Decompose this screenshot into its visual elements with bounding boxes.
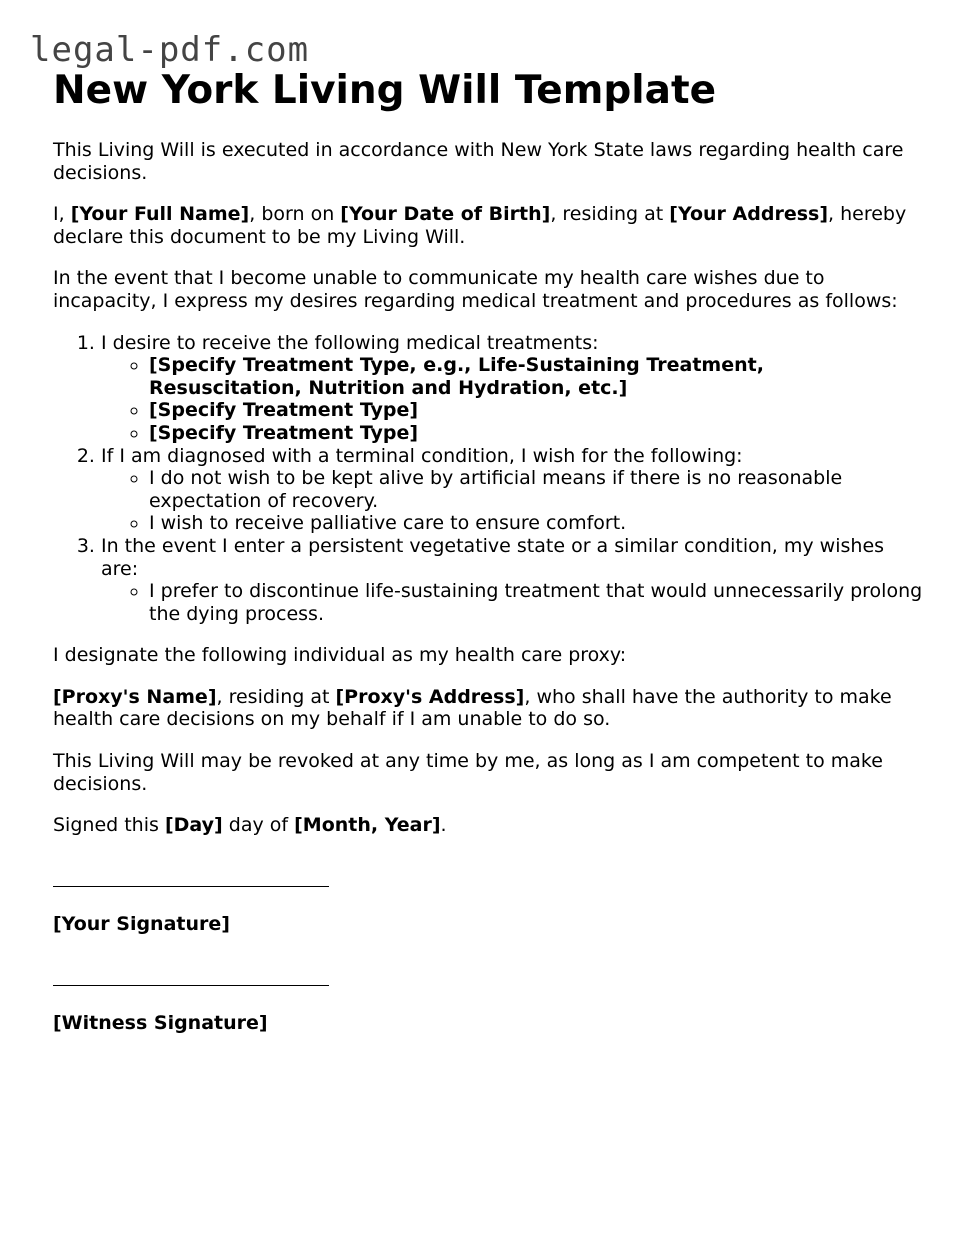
watermark-logo: legal-pdf.com xyxy=(30,30,310,70)
document-page xyxy=(53,68,923,1035)
wish-item-vegetative-state: 3. In the event I enter a persistent vegetative state or a similar condition, my wishes are: ◦ I prefer to discontinue life-sustaining treatment that would unnecessarily prolong the dying process. xyxy=(101,535,923,625)
signature-line xyxy=(53,886,329,887)
revocation-paragraph: This Living Will may be revoked at any time by me, as long as I am competent to make decisions. xyxy=(53,750,883,795)
list-item: ◦ I do not wish to be kept alive by artificial means if there is no reasonable expectation of recovery. xyxy=(149,467,923,512)
proxy-name-placeholder: [Proxy's Name] xyxy=(53,685,217,708)
full-name-placeholder: [Your Full Name] xyxy=(70,203,250,226)
vegetative-sublist xyxy=(101,580,923,625)
signed-paragraph: Signed this [Day] day of [Month, Year]. xyxy=(53,814,447,837)
page-title: New York Living Will Template xyxy=(53,68,717,113)
wish-item-treatments: 1. I desire to receive the following medical treatments: ◦ [Specify Treatment Type, e.g., Life-Sustaining Treatment, Resuscitation, Nutrition and Hydration, etc.] ◦ [Specify Treatment Type] ◦ [Specify Treatment Type] xyxy=(101,332,923,445)
date-of-birth-placeholder: [Your Date of Birth] xyxy=(340,203,551,226)
your-signature-label: [Your Signature] xyxy=(53,912,230,935)
declaration-paragraph: I, [Your Full Name], born on [Your Date of Birth], residing at [Your Address], hereby declare this document to be my Living Will. xyxy=(53,203,907,248)
month-year-placeholder: [Month, Year] xyxy=(294,814,441,837)
witness-signature-line xyxy=(53,985,329,986)
list-item: ◦ [Specify Treatment Type, e.g., Life-Sustaining Treatment, Resuscitation, Nutrition and Hydration, etc.] xyxy=(149,354,923,399)
list-item: ◦ [Specify Treatment Type] xyxy=(149,399,923,422)
day-placeholder: [Day] xyxy=(164,814,223,837)
address-placeholder: [Your Address] xyxy=(669,203,829,226)
treatments-sublist xyxy=(101,354,923,444)
proxy-paragraph: [Proxy's Name], residing at [Proxy's Address], who shall have the authority to make health care decisions on my behalf if I am unable to do so. xyxy=(53,685,892,731)
list-item: ◦ I wish to receive palliative care to ensure comfort. xyxy=(149,512,923,535)
wish-item-terminal-condition: 2. If I am diagnosed with a terminal condition, I wish for the following: ◦ I do not wish to be kept alive by artificial means if there is no reasonable expectation of recovery. ◦ I wish to receive palliative care to ensure comfort. xyxy=(101,445,923,535)
incapacity-paragraph: In the event that I become unable to communicate my health care wishes due to incapacity, I express my desires regarding medical treatment and procedures as follows: xyxy=(53,267,898,312)
list-item: ◦ I prefer to discontinue life-sustaining treatment that would unnecessarily prolong the dying process. xyxy=(149,580,923,625)
witness-signature-label: [Witness Signature] xyxy=(53,1012,268,1035)
terminal-sublist xyxy=(101,467,923,535)
intro-paragraph: This Living Will is executed in accordance with New York State laws regarding health care decisions. xyxy=(53,139,904,184)
wishes-list xyxy=(53,332,923,626)
proxy-intro-paragraph: I designate the following individual as my health care proxy: xyxy=(53,644,627,667)
list-item: ◦ [Specify Treatment Type] xyxy=(149,422,923,445)
proxy-address-placeholder: [Proxy's Address] xyxy=(335,685,525,708)
